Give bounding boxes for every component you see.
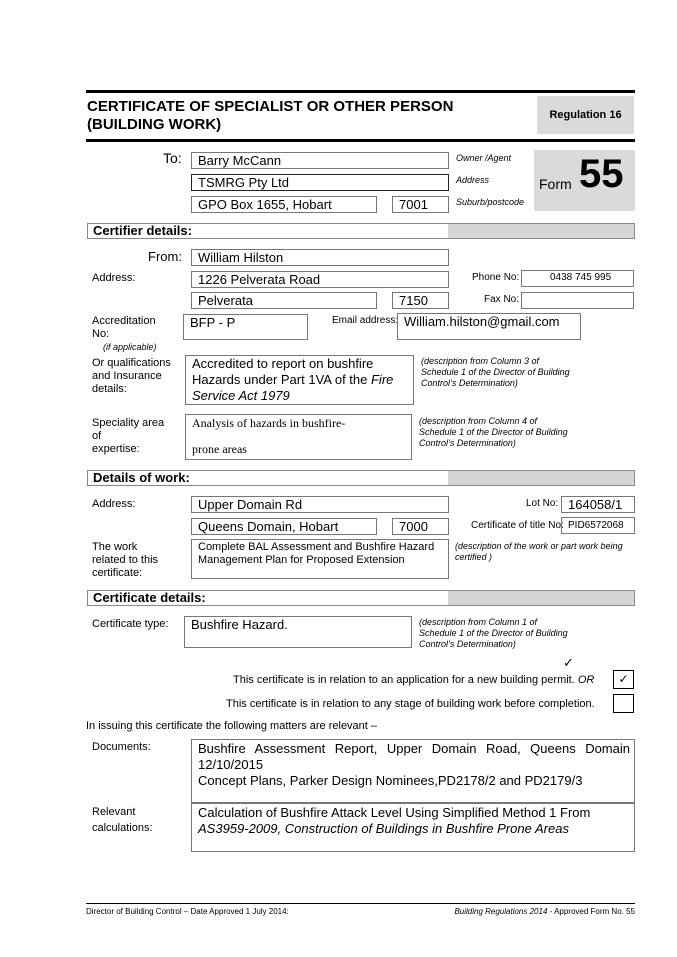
certificate-type-label: Certificate type: <box>92 618 169 630</box>
section-shade <box>448 591 634 605</box>
suburb-hint-label: Suburb/postcode <box>456 197 525 207</box>
footer-left: Director of Building Control – Date Approved 1 July 2014: <box>86 907 289 916</box>
work-address-label: Address: <box>92 498 136 510</box>
work-suburb-field[interactable]: Queens Domain, Hobart <box>191 518 377 535</box>
certificate-heading: Certificate details: <box>93 590 206 605</box>
certificate-type-field[interactable]: Bushfire Hazard. <box>184 616 412 648</box>
accreditation-no-field[interactable]: BFP - P <box>183 314 308 340</box>
related-work-note: (description of the work or part work being certified ) <box>455 541 623 562</box>
stage-checkbox[interactable] <box>613 694 634 713</box>
related-work-field[interactable]: Complete BAL Assessment and Bushfire Hazard Management Plan for Proposed Extension <box>191 539 449 579</box>
certifier-suburb-field[interactable]: Pelverata <box>191 292 377 309</box>
speciality-label: Speciality area of expertise: <box>92 417 165 455</box>
lot-field[interactable]: 164058/1 <box>561 496 635 513</box>
accreditation-label: Accreditation No: <box>92 315 156 340</box>
speciality-field[interactable]: Analysis of hazards in bushfire- prone areas <box>185 414 412 460</box>
title-no-field[interactable]: PID6572068 <box>561 517 635 534</box>
certificate-section-header <box>87 590 635 606</box>
certifier-section-header <box>87 223 635 239</box>
calculations-field[interactable]: Calculation of Bushfire Attack Level Using Simplified Method 1 From AS3959-2009, Construction of Buildings in Bushfire Prone Areas <box>191 803 635 852</box>
top-rule <box>86 90 635 93</box>
phone-field[interactable]: 0438 745 995 <box>521 270 634 287</box>
to-address-field[interactable]: GPO Box 1655, Hobart <box>191 196 377 213</box>
certifier-street-field[interactable]: 1226 Pelverata Road <box>191 271 449 288</box>
stage-text: This certificate is in relation to any stage of building work before completion. <box>226 698 595 710</box>
to-label: To: <box>163 150 182 166</box>
regulation-badge: Regulation 16 <box>537 96 634 134</box>
certificate-type-note: (description from Column 1 of Schedule 1 of the Director of Building Control’s Determination) <box>419 617 568 649</box>
from-label: From: <box>148 249 182 264</box>
qualifications-field[interactable]: Accredited to report on bushfire Hazards under Part 1VA of the Fire Service Act 1979 <box>185 355 414 405</box>
new-permit-checkbox[interactable]: ✓ <box>613 670 634 689</box>
work-postcode-field[interactable]: 7000 <box>392 518 449 535</box>
owner-agent-label: Owner /Agent <box>456 153 512 163</box>
lot-label: Lot No: <box>526 498 559 509</box>
documents-field[interactable]: Bushfire Assessment Report, Upper Domain Road, Queens Domain 12/10/2015 Concept Plans, Parker Design Nominees,PD2178/2 and PD2179/3 <box>191 739 635 803</box>
form-number-box <box>534 150 635 211</box>
check-mark-icon: ✓ <box>563 655 574 670</box>
related-work-label: The work related to this certificate: <box>92 541 159 579</box>
phone-label: Phone No: <box>472 272 520 283</box>
to-company-field[interactable]: TSMRG Pty Ltd <box>191 174 449 191</box>
speciality-note: (description from Column 4 of Schedule 1 of the Director of Building Control’s Determination) <box>419 416 568 448</box>
matters-intro: In issuing this certificate the following matters are relevant – <box>86 720 378 732</box>
fax-field[interactable] <box>521 292 634 309</box>
section-shade <box>448 224 634 238</box>
work-street-field[interactable]: Upper Domain Rd <box>191 496 449 513</box>
email-field[interactable]: William.hilston@gmail.com <box>397 313 581 340</box>
qualifications-note: (description from Column 3 of Schedule 1 of the Director of Building Control’s Determination) <box>421 356 570 388</box>
form-number: 55 <box>579 152 624 196</box>
new-permit-text: This certificate is in relation to an application for a new building permit. OR <box>233 674 595 686</box>
section-shade <box>448 471 634 485</box>
footer-rule <box>86 903 635 904</box>
certifier-heading: Certifier details: <box>93 223 192 238</box>
address-hint-label: Address <box>456 175 490 185</box>
page-title: CERTIFICATE OF SPECIALIST OR OTHER PERSON (BUILDING WORK) <box>87 98 454 133</box>
email-label: Email address: <box>332 315 399 326</box>
certifier-name-field[interactable]: William Hilston <box>191 249 449 266</box>
to-postcode-field[interactable]: 7001 <box>392 196 449 213</box>
fax-label: Fax No: <box>484 294 520 305</box>
work-section-header <box>87 470 635 486</box>
title-rule <box>86 139 635 142</box>
calculations-label: Relevant calculations: <box>92 806 153 834</box>
qualifications-label: Or qualifications and Insurance details: <box>92 357 171 395</box>
form-label: Form <box>539 176 572 192</box>
certifier-address-label: Address: <box>92 272 136 284</box>
title-no-label: Certificate of title No: <box>471 520 564 531</box>
to-name-field[interactable]: Barry McCann <box>191 152 449 169</box>
documents-label: Documents: <box>92 741 151 753</box>
footer-right: Building Regulations 2014 - Approved Form No. 55 <box>454 907 635 916</box>
work-heading: Details of work: <box>93 470 190 485</box>
certifier-postcode-field[interactable]: 7150 <box>392 292 449 309</box>
accreditation-note: (if applicable) <box>103 342 157 352</box>
